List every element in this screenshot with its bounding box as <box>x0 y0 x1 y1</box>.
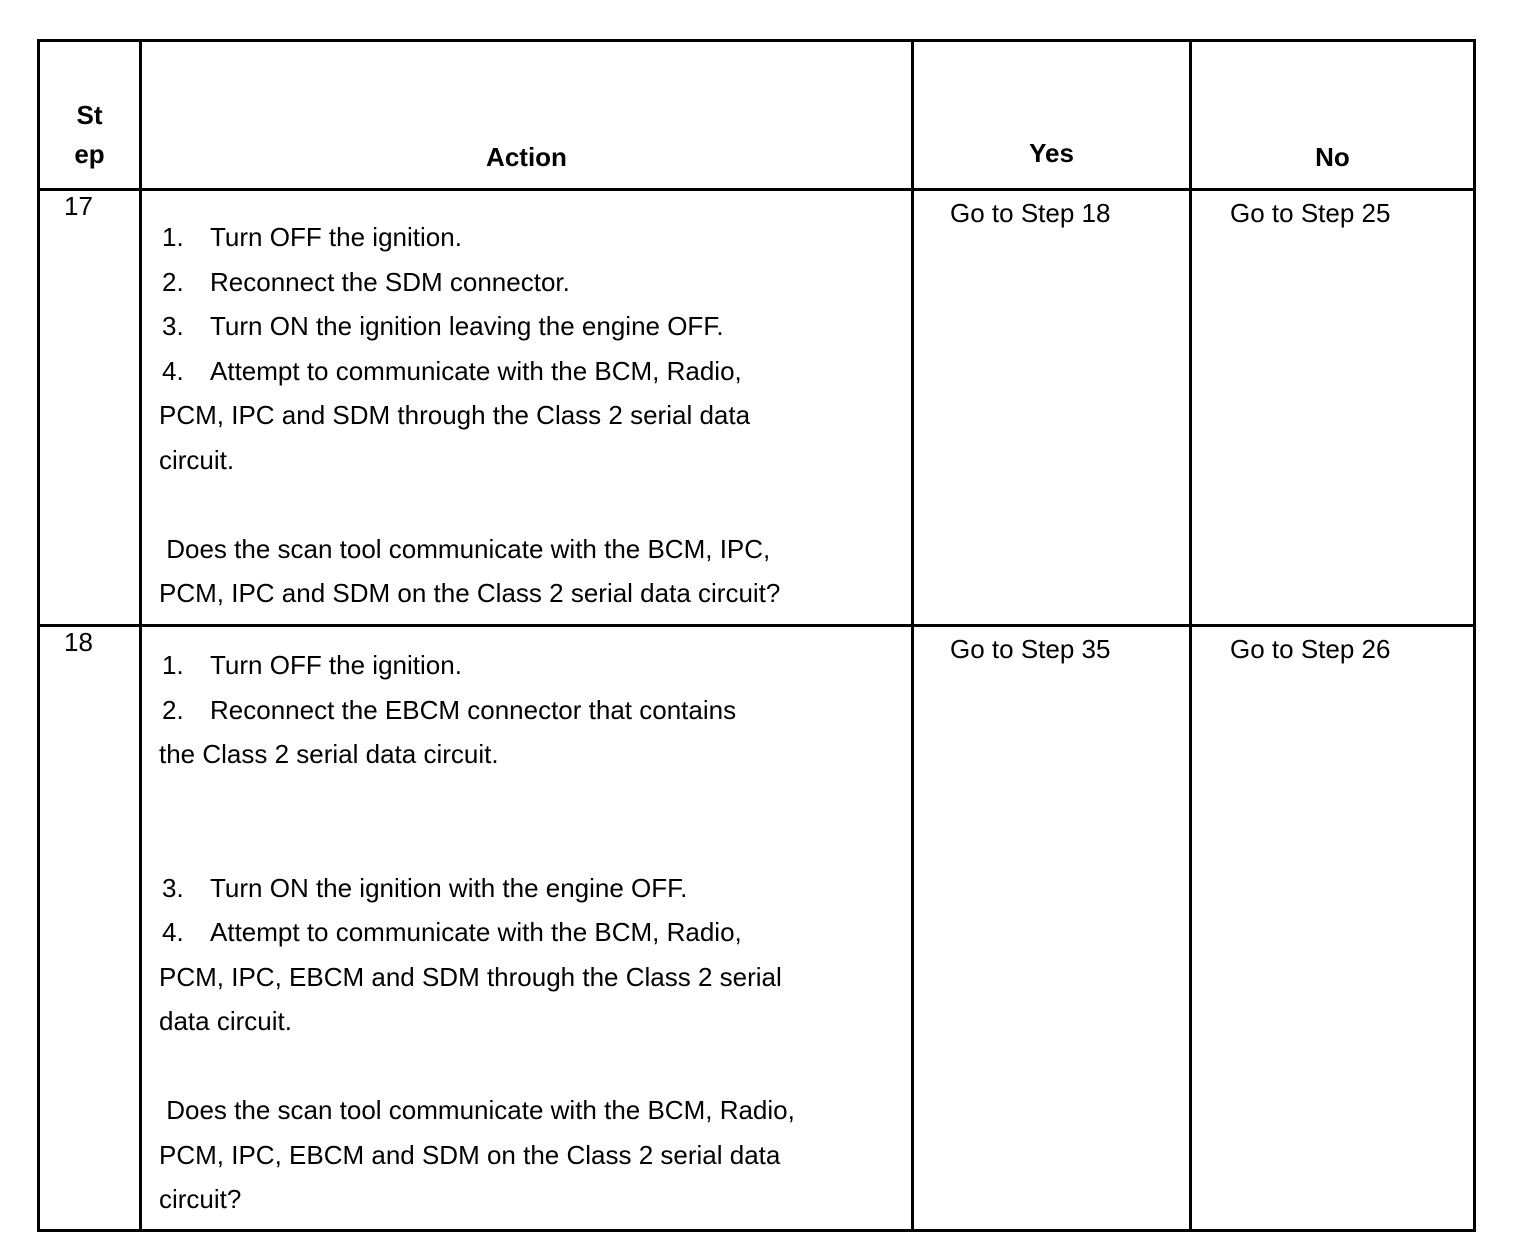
question-line: Does the scan tool communicate with the BCM, Radio, <box>159 1095 795 1125</box>
action-line: 4. Attempt to communicate with the BCM, Radio, <box>162 917 742 947</box>
diagnostic-table <box>37 39 1476 1232</box>
action-line: 3. Turn ON the ignition with the engine OFF. <box>162 872 688 903</box>
no-result: Go to Step 25 <box>1191 190 1475 626</box>
action-line: the Class 2 serial data circuit. <box>159 739 499 769</box>
action-line: data circuit. <box>159 1006 292 1036</box>
header-action: Action <box>141 41 913 190</box>
yes-result: Go to Step 35 <box>913 626 1191 1231</box>
header-step-line1: St <box>76 100 103 130</box>
action-line: 4. Attempt to communicate with the BCM, Radio, <box>162 355 742 386</box>
step-number: 18 <box>39 626 141 1231</box>
action-line: 2. Reconnect the SDM connector. <box>162 266 570 297</box>
header-no: No <box>1191 41 1475 190</box>
action-line: PCM, IPC, EBCM and SDM through the Class 2 serial <box>159 961 782 992</box>
yes-result: Go to Step 18 <box>913 190 1191 626</box>
table-row <box>39 190 1475 626</box>
header-yes: Yes <box>913 41 1191 190</box>
header-step-line2: ep <box>74 139 105 169</box>
action-cell <box>141 626 913 1231</box>
action-line: 3. Turn ON the ignition leaving the engine OFF. <box>162 311 724 341</box>
action-cell <box>141 190 913 626</box>
question-line: circuit? <box>159 1184 242 1214</box>
action-line: 1. Turn OFF the ignition. <box>162 222 462 252</box>
question-line: PCM, IPC, EBCM and SDM on the Class 2 serial data <box>159 1139 781 1170</box>
no-result: Go to Step 26 <box>1191 626 1475 1231</box>
action-line: 2. Reconnect the EBCM connector that contains <box>162 694 737 725</box>
action-line: circuit. <box>159 444 235 475</box>
header-row <box>39 41 1475 190</box>
action-line: 1. Turn OFF the ignition. <box>162 650 462 680</box>
question-line: Does the scan tool communicate with the BCM, IPC, <box>159 533 771 564</box>
step-number: 17 <box>39 190 141 626</box>
table-row <box>39 626 1475 1231</box>
header-step <box>39 41 141 190</box>
action-line: PCM, IPC and SDM through the Class 2 serial data <box>159 400 751 430</box>
question-line: PCM, IPC and SDM on the Class 2 serial data circuit? <box>159 578 781 608</box>
